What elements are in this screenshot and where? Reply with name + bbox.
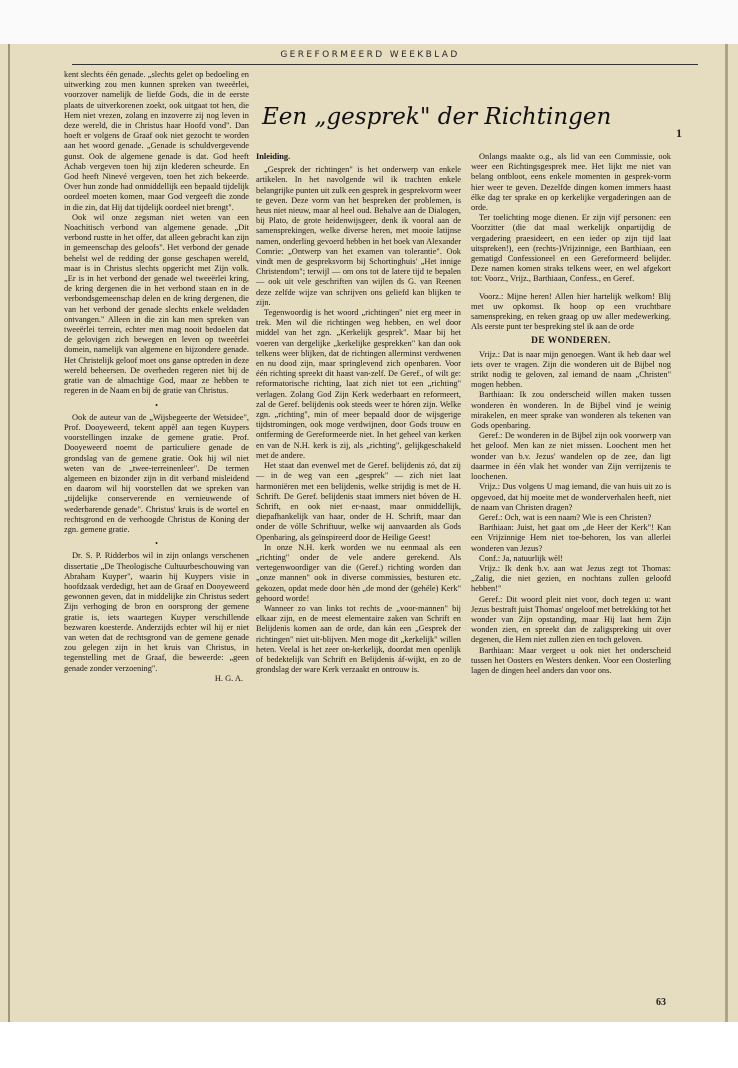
paragraph: Dr. S. P. Ridderbos wil in zijn onlangs verschenen dissertatie „De Theologische Cultuurbeschouwing van Abraham Kuyper", waarin hij Kuypers visie in hoofdzaak verdedigt, het aan de Graaf en Dooyeweerd gewonnen geven, dat in middelijke zin Christus sedert Zijn verhoging de bron en oorsprong der gemene gratie is, iets waartegen Kuyper verschillende bezwaren koesterde. Anderzijds echter wil hij er niet van weten dat de rechtsgrond van de gemene genade zou gelegen zijn in het kruis van Christus, in tegenstelling met de Graaf, die beweerde: „geen genade zonder verzoening". — [64, 551, 249, 673]
separator-bullet: • — [155, 539, 158, 549]
separator-bullet: • — [155, 400, 158, 410]
dialogue-line: Geref.: Och, wat is een naam? Wie is een Christen? — [479, 512, 652, 522]
section-heading: Inleiding. — [256, 152, 291, 161]
column-left — [64, 70, 249, 684]
paragraph: Onlangs maakte o.g., als lid van een Commissie, ook weer een Richtingsgesprek mee. Het lijkt me niet van belang ontbloot, eens enkele momenten in gesprek-vorm hier weer te geven. Dezelfde dingen komen immers haast élke dag ter sprake en op kerkelijke vergaderingen aan de orde. — [471, 152, 671, 213]
dialogue-line: Vrijz.: Dat is naar mijn genoegen. Want ik heb daar wel iets over te vragen. Zijn die wonderen uit de Bijbel nog strikt nodig te geloven, zal iemand de naam „Christen" mogen hebben. — [471, 349, 671, 390]
column-middle — [256, 152, 461, 675]
paragraph: Het staat dan evenwel met de Geref. belijdenis zó, dat zij — in de weg van een „gesprek" — zich niet laat harmoniëren met een belijdenis, welke strijdig is met de H. Schrift. De Geref. belijdenis staat immers niet bóven de H. Schrift, en ook niet er-naast, maar onmiddellijk, diepafhankelijk van haar, onder de H. Schrift, maar dan onder de vólle Schriftuur, welke wij aanvaarden als Gods Openbaring, als geïnspireerd door de Heilige Geest! — [256, 461, 461, 542]
paragraph: Tegenwoordig is het woord „richtingen" niet erg meer in trek. Men wil die richtingen weg hebben, en wel door middel van het zgn. „Kerkelijk gesprek". Maar bij het voeren van dergelijke „kerkelijke gesprekken" kan dan ook telkens weer blijken, dat de richtingen allerminst verdwenen en nu dood zijn, maar springlevend zich openbaren. Voor één richting spreekt dit haast van-zelf. De Geref., of wilt ge: reformatorische richting, laat zich niet tot een „richting" verlagen. Zolang God Zijn Kerk wederbaart en reformeert, zal de Geref. belijdenis ook steeds weer te hóren zijn. Welke zgn. „richting", min of meer bepaald door de wijsgerige tijdstromingen, ook moge verdwijnen, door Gods trouw en ontferming de Gereformeerde niet. In het geheel van kerken en van de N.H. kerk is zij, als „richting", gelijkgeschakeld met de andere. — [256, 308, 461, 460]
paragraph: kent slechts één genade. „slechts gelet op bedoeling en uitwerking zou men kunnen spreken van tweeërlei, voorzover namelijk de liefde Gods, die in de eerste plaats de uitverkorenen zoekt, ook uitgaat tot hen, die Hem niet vrezen, zolang en inzoverre zij nog leven in deze wereld, die in Christus haar Hoofd vond". Dan hoeft er volgens de Graaf ook niet gezocht te worden aan het woord genade. „Genade is schuldvergevende gunst. Ook de algemene genade is dat. God heeft Achab vergeven toen hij zijn klederen scheurde. En God heeft Ninevé vergeven, toen het zich bekeerde. Over hun zonde had onmiddellijk een bepaald tijdelijk oordeel moeten komen, maar God vergeeft die zonde in die zin, dat Hij dat tijdelijk oordeel niet brengt". — [64, 70, 249, 212]
dialogue-line: Geref.: Dit woord pleit niet voor, doch tegen u: want Jezus bestraft juist Thomas' ongeloof met betrekking tot het wonder van Zijn opstanding, maar Hij laat hem Zijn wonden zien, en spreekt dan de zaligspreking uit over degenen, die Hem niet zullen zien en toch geloven. — [471, 594, 671, 645]
paragraph: Ook wil onze zegsman niet weten van een Noachitisch verbond van algemene genade. „Dit verbond rustte in het offer, dat alleen gebracht kan zijn in gemeenschap des geloofs". Het verbond der genade behelst wel de redding der gonse geschapen wereld, maar is in Christus slechts opgericht met Zijn volk. „Er is in het verbond der genade wel tweeërlei kring, de kring dergenen die in het verbond staan en in de verbondsgemeenschap delen en de kring dergenen, die van het verbond der genade slechts enkele weldaden ontvangen." Alleen in die zin kan men spreken van tweeërlei terrein, echter men mag nooit bedoelen dat de gelovigen zich bewegen en leven op tweeërlei domein, namelijk van algemene en bijzondere genade. Het Christelijk geloof moet ons ganse optreden in deze wereld beheersen. De overheden regeren niet bij de gratie van de almachtige God, maar ze hebben te regeren in de Naam en bij de gratie van Christus. — [64, 212, 249, 396]
page-edge-right — [725, 44, 728, 1022]
dialogue-line: Vrijz.: Ik denk b.v. aan wat Jezus zegt tot Thomas: „Zalig, die niet gezien, en nochtans zullen geloofd hebben!" — [471, 563, 671, 594]
column-right — [471, 152, 671, 676]
newspaper-page — [0, 44, 738, 1022]
paragraph: Wanneer zo van links tot rechts de „voor-mannen" bij elkaar zijn, en de meest elementaire zaken van Schrift en Belijdenis komen aan de orde, dan kán een „Gesprek der richtingen" niet uit-blijven. Men moge dit „kerkelijk" willen heten. Veelal is het zeer on-kerkelijk, doordat men openlijk of bedektelijk van Schrift en Belijdenis áf-wijkt, en zo de grondslag der ware Kerk verzaakt en ontrouw is. — [256, 603, 461, 675]
paragraph: Ter toelichting moge dienen. Er zijn vijf personen: een Voorzitter (die dat maal werkelijk onpartijdig de vergadering praesideert, en een ieder op zijn tijd laat uitspreken!), een (rechts-)Vrijzinnige, een Barthiaan, een gematigd Confessioneel en een Gereformeerd belijder. Deze namen komen straks telkens weer, en wel afgekort tot: Voorz., Vrijz., Barthiaan, Confess., en Geref. — [471, 213, 671, 284]
scan-margin-bottom — [0, 1022, 738, 1068]
scan-margin-top — [0, 0, 738, 44]
dialogue-line: Barthiaan: Juist, het gaat om „de Heer der Kerk"! Kan een Vrijzinnige Hem niet toe-behoren, los van allerlei wonderen van Jezus? — [471, 523, 671, 553]
dialogue-line: Geref.: De wonderen in de Bijbel zijn ook voorwerp van het geloof. Men kan ze niet missen. Loochent men het wonder van b.v. Jezus' wandelen op de zee, dan ligt daarmee in één vlak het wonder van Zijn verrijzenis te loochenen. — [471, 431, 671, 482]
section-heading: DE WONDEREN. — [531, 336, 611, 347]
running-header: GEREFORMEERD WEEKBLAD — [280, 50, 460, 60]
dialogue-line: Barthiaan: Maar vergeet u ook niet het onderscheid tussen het Oosters en Westers denken. Voor een Oosterling lagen de dingen heel anders dan voor ons. — [471, 645, 671, 675]
page-number: 63 — [656, 997, 666, 1008]
page-edge-left — [8, 44, 10, 1022]
paragraph: Ook de auteur van de „Wijsbegeerte der Wetsidee", Prof. Dooyeweerd, tekent appèl aan tegen Kuypers voorstellingen inzake de gemene gratie. Prof. Dooyeweerd noemt de particuliere genade de grondslag van de gemene gratie. Ook hij wil niet weten van de „twee-terreinenleer". De termen algemeen en bizonder zijn in dit verband misleidend en daarom wil hij voorstellen dat we spreken van „tijdelijke conserverende en vernieuwende of wederbarende genade". Christus' kruis is de wortel en rechtsgrond en de verhoogde Christus de Koning der zgn. gemene gratie. — [64, 412, 249, 534]
dialogue-line: Conf.: Ja, natuurlijk wèl! — [479, 553, 563, 563]
paragraph: Voorz.: Mijne heren! Allen hier hartelijk welkom! Blij met uw opkomst. Ik hoop op een vruchtbare samenspreking, en reken graag op uw aller medewerking. Als eerste punt ter bespreking stel ik aan de orde — [471, 291, 671, 332]
author-signature: H. G. A. — [214, 673, 243, 683]
dialogue-line: Barthiaan: Ik zou onderscheid willen maken tussen wonderen èn wonderen. In de Bijbel vind je weinig mirakelen, en meer sprake van wonderen als tekenen van Gods openbaring. — [471, 390, 671, 431]
paragraph: In onze N.H. kerk worden we nu eenmaal als een „richting" onder de vele andere gerekend. Als vertegenwoordiger van die (Geref.) richting worden dan „onze mannen" ook in diverse commissies, besturen etc. gekozen, opdat mede door hèn „de mond der (gehéle) Kerk" gehoord worde! — [256, 542, 461, 603]
dialogue-line: Vrijz.: Dus volgens U mag iemand, die van huis uit zo is opgevoed, dat hij moeite met de wonderverhalen heeft, niet de naam van Christen dragen? — [471, 482, 671, 512]
header-rule — [72, 64, 698, 65]
article-number: 1 — [676, 126, 682, 140]
article-title: Een „gesprek" der Richtingen — [262, 104, 612, 130]
paragraph: „Gesprek der richtingen" is het onderwerp van enkele artikelen. In het navolgende wil ik trachten enkele belangrijke punten uit zulk een gesprek in gesprekvorm weer te geven. Deze vorm van het bespreken der problemen, is heus niet nieuw, maar al heel oud. Behalve aan de Dialogen, bij Plato, de grote heidenwijsgeer, denk ik vooral aan de samensprekingen, welke diverse heren, met mooie latijnse namen, onderling gevoerd hebben in het boek van Alexander Comrie: „Ontwerp van het examen van tolerantie". Ook vindt men de gespreksvorm bij Schortinghuis' „Het innige Christendom"; terwijl — om ons tot de latere tijd te bepalen — ook uit vele geschriften van wijlen ds G. van Reenen deze zelfde wijze van schrijven ons geliefd kan blijken te zijn. — [256, 165, 461, 307]
